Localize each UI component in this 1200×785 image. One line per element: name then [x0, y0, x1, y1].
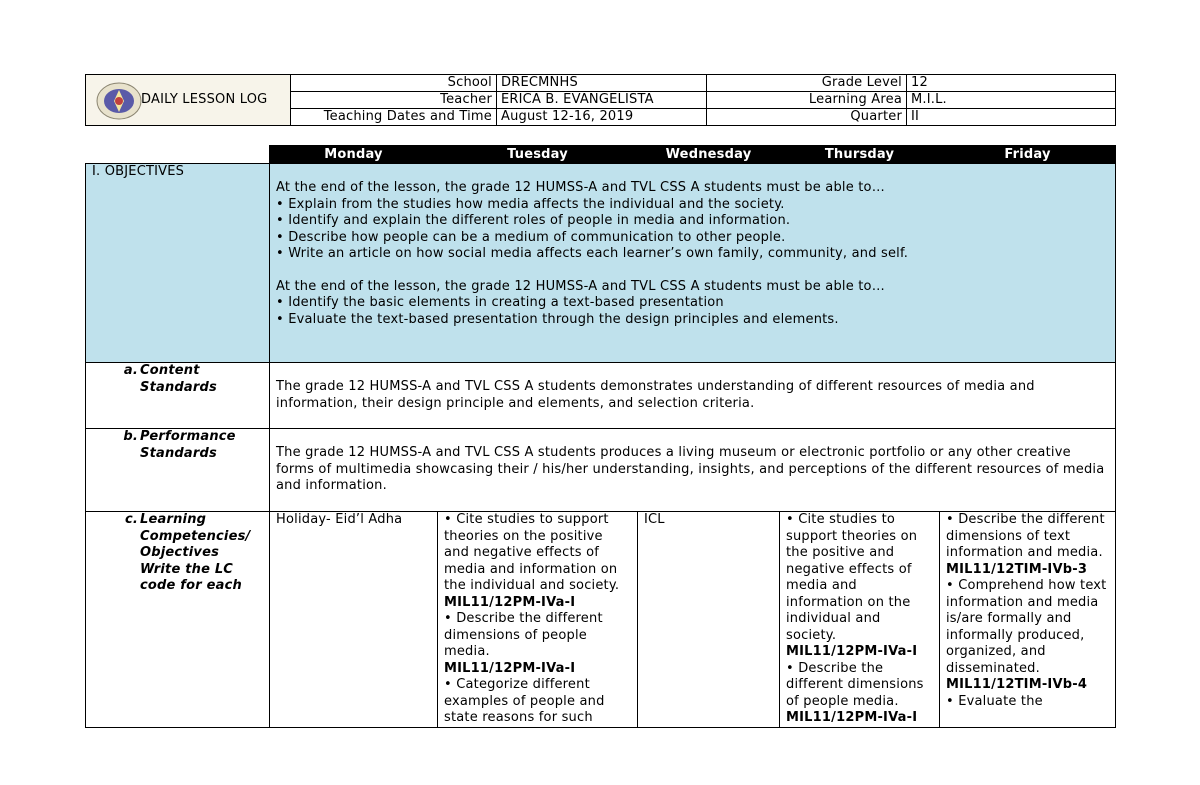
content-standards-label-1: Content: [140, 363, 200, 378]
logo-cell: [86, 75, 291, 126]
dates-label: Teaching Dates and Time: [291, 109, 497, 126]
objectives-body: [270, 164, 1116, 363]
competency-item: • Describe the different dimensions of people media.: [786, 660, 924, 709]
content-standards-row: [86, 363, 1116, 429]
competency-item: • Cite studies to support theories on the positive and negative effects of media and information on the individual and society.: [786, 512, 918, 643]
quarter-label: Quarter: [707, 109, 907, 126]
lc-code: MIL11/12PM-IVa-I: [786, 710, 918, 725]
dates-value: August 12-16, 2019: [497, 109, 707, 126]
day-wednesday: Wednesday: [638, 146, 780, 164]
lc-code: MIL11/12PM-IVa-I: [444, 660, 576, 676]
objectives-title: [86, 164, 270, 363]
teacher-label: Teacher: [291, 92, 497, 109]
objectives-row: [86, 164, 1116, 363]
objective-item: • Evaluate the text-based presentation through the design principles and elements.: [276, 311, 839, 327]
performance-standards-label: [86, 429, 270, 512]
objective-item: • Write an article on how social media affects each learner’s own family, community, and self.: [276, 246, 909, 261]
performance-standards-text: [270, 429, 1116, 512]
competency-item: • Categorize different examples of people and state reasons for such: [444, 677, 605, 725]
lc-code: MIL11/12TIM-IVb-4: [946, 677, 1088, 692]
objective-item: • Describe how people can be a medium of communication to other people.: [276, 229, 786, 245]
competencies-monday-text: Holiday- Eid’l Adha: [276, 512, 403, 527]
lc-code: MIL11/12PM-IVa-I: [786, 644, 918, 659]
competencies-label-line: Competencies/: [140, 528, 251, 544]
lesson-log-table: [85, 145, 1116, 728]
performance-standards-label-2: Standards: [140, 445, 217, 461]
school-label: School: [291, 75, 497, 92]
objectives-intro-2: At the end of the lesson, the grade 12 HUMSS-A and TVL CSS A students must be able to…: [276, 278, 885, 294]
document-title: DAILY LESSON LOG: [141, 92, 268, 107]
competencies-label-line: code for each: [140, 578, 242, 593]
competencies-row: [86, 512, 1116, 728]
day-monday: Monday: [270, 146, 438, 164]
objectives-title-text: I. OBJECTIVES: [92, 164, 185, 179]
day-tuesday: Tuesday: [438, 146, 638, 164]
competencies-tuesday: [438, 512, 638, 728]
competencies-monday: [270, 512, 438, 728]
grade-value: 12: [907, 75, 1116, 92]
competencies-label-line: Learning: [140, 512, 207, 527]
objective-item: • Identify the basic elements in creating a text-based presentation: [276, 295, 724, 310]
grade-label: Grade Level: [707, 75, 907, 92]
day-header-blank: [86, 146, 270, 164]
competencies-label: [86, 512, 270, 728]
quarter-value: II: [907, 109, 1116, 126]
day-friday: Friday: [940, 146, 1116, 164]
deped-seal-icon: [94, 81, 144, 121]
day-header-row: [86, 146, 1116, 164]
lc-code: MIL11/12PM-IVa-I: [444, 594, 576, 610]
content-standards-value: The grade 12 HUMSS-A and TVL CSS A students demonstrates understanding of different resources of media and information, their design principle and elements, and selection criteria.: [276, 379, 1035, 411]
competency-item: • Describe the different dimensions of people media.: [444, 611, 603, 659]
teacher-value: ERICA B. EVANGELISTA: [497, 92, 707, 109]
competency-item: • Cite studies to support theories on the positive and negative effects of media and information on the individual and society.: [444, 512, 620, 593]
content-standards-text: [270, 363, 1116, 429]
content-standards-letter: a.: [123, 363, 138, 378]
competencies-label-line: Objectives: [140, 545, 220, 560]
day-thursday: Thursday: [780, 146, 940, 164]
competencies-thursday: [780, 512, 940, 728]
content-standards-label-2: Standards: [140, 379, 217, 395]
competencies-wednesday: [638, 512, 780, 728]
area-value: M.I.L.: [907, 92, 1116, 109]
competencies-label-line: Write the LC: [140, 561, 234, 577]
competency-item: • Evaluate the: [946, 693, 1043, 709]
area-label: Learning Area: [707, 92, 907, 109]
performance-standards-label-1: Performance: [140, 429, 236, 444]
performance-standards-letter: b.: [123, 429, 138, 444]
lc-code: MIL11/12TIM-IVb-3: [946, 561, 1088, 577]
performance-standards-value: The grade 12 HUMSS-A and TVL CSS A students produces a living museum or electronic portfolio or any other creative forms of multimedia showcasing their / his/her understanding, insights, and perceptions of the different resources of media and information.: [276, 445, 1105, 493]
competency-item: • Comprehend how text information and media is/are formally and informally produced, organized, and disseminated.: [946, 578, 1107, 676]
objectives-intro-1: At the end of the lesson, the grade 12 HUMSS-A and TVL CSS A students must be able to…: [276, 180, 885, 195]
objective-item: • Explain from the studies how media affects the individual and the society.: [276, 196, 785, 212]
competencies-letter: c.: [124, 512, 138, 527]
competency-item: • Describe the different dimensions of text information and media.: [946, 512, 1105, 560]
school-value: DRECMNHS: [497, 75, 707, 92]
performance-standards-row: [86, 429, 1116, 512]
header-table: [85, 74, 1116, 126]
content-standards-label: [86, 363, 270, 429]
competencies-wednesday-text: ICL: [644, 512, 665, 527]
competencies-friday: [940, 512, 1116, 728]
objective-item: • Identify and explain the different roles of people in media and information.: [276, 213, 791, 228]
